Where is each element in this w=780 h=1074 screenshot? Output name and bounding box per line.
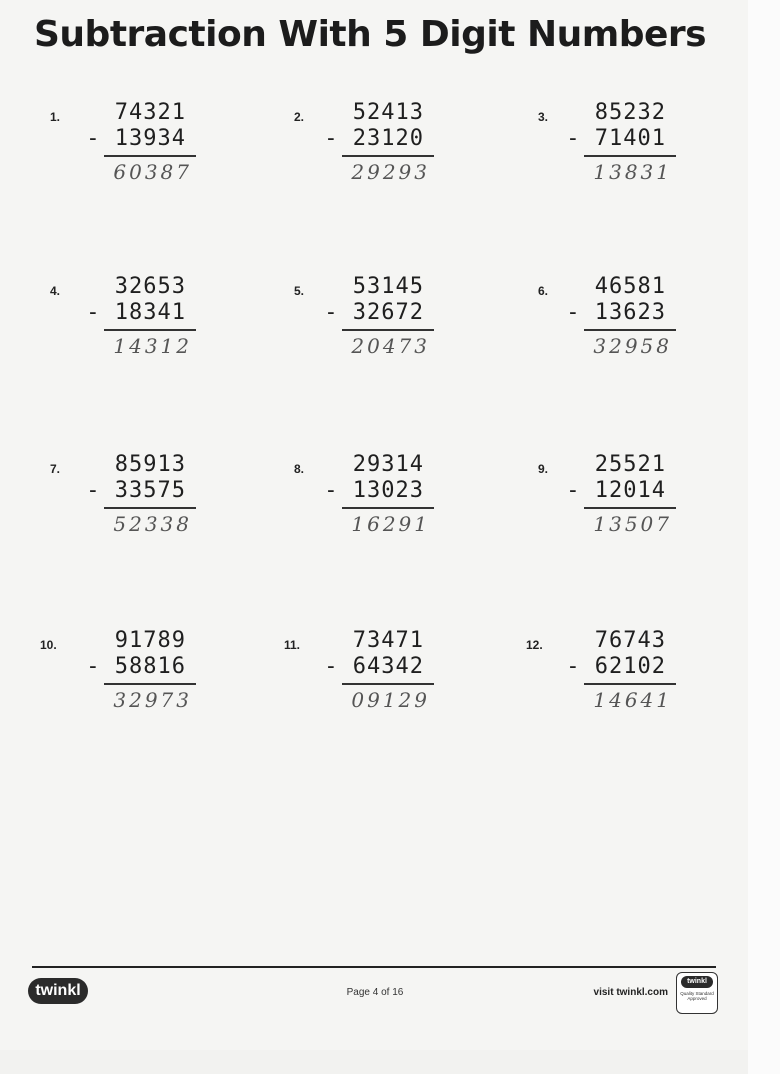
problem-7	[28, 452, 198, 562]
subtrahend: - 32672	[324, 300, 424, 325]
problem-9	[508, 452, 678, 562]
problem-12	[508, 628, 678, 738]
answer-line	[342, 683, 434, 685]
problem-number: 6.	[538, 284, 549, 298]
handwritten-answer: 52338	[113, 512, 192, 536]
minuend: 46581	[594, 274, 666, 299]
answer-line	[584, 155, 676, 157]
problem-number: 1.	[50, 110, 61, 124]
subtrahend: - 58816	[86, 654, 186, 679]
handwritten-answer: 13831	[593, 160, 672, 184]
minuend: 91789	[114, 628, 186, 653]
answer-line	[584, 507, 676, 509]
answer-line	[584, 329, 676, 331]
worksheet-title: Subtraction With 5 Digit Numbers	[34, 14, 707, 55]
minuend: 85913	[114, 452, 186, 477]
problem-number: 4.	[50, 284, 61, 298]
badge-text: Quality Standard Approved	[680, 991, 714, 1001]
handwritten-answer: 32958	[593, 334, 672, 358]
twinkl-logo: twinkl	[28, 978, 88, 1004]
answer-line	[342, 329, 434, 331]
problem-number: 9.	[538, 462, 549, 476]
page-number: Page 4 of 16	[346, 987, 404, 998]
quality-badge-icon	[676, 972, 718, 1014]
handwritten-answer: 32973	[113, 688, 192, 712]
subtrahend: - 62102	[566, 654, 666, 679]
footer-divider	[32, 966, 716, 968]
visit-link[interactable]: visit twinkl.com	[593, 987, 668, 998]
problem-3	[508, 100, 678, 210]
problem-4	[28, 274, 198, 384]
handwritten-answer: 16291	[351, 512, 430, 536]
problem-5	[266, 274, 436, 384]
subtrahend: - 23120	[324, 126, 424, 151]
minuend: 76743	[594, 628, 666, 653]
minuend: 29314	[352, 452, 424, 477]
handwritten-answer: 14312	[113, 334, 192, 358]
page-edge	[748, 0, 780, 1074]
answer-line	[104, 683, 196, 685]
problem-number: 8.	[294, 462, 305, 476]
problem-number: 3.	[538, 110, 549, 124]
answer-line	[104, 329, 196, 331]
subtrahend: - 13623	[566, 300, 666, 325]
problem-1	[28, 100, 198, 210]
handwritten-answer: 20473	[351, 334, 430, 358]
problem-11	[266, 628, 436, 738]
handwritten-answer: 13507	[593, 512, 672, 536]
minuend: 52413	[352, 100, 424, 125]
problem-number: 10.	[40, 638, 57, 652]
problem-number: 2.	[294, 110, 305, 124]
subtrahend: - 71401	[566, 126, 666, 151]
subtrahend: - 12014	[566, 478, 666, 503]
problem-number: 5.	[294, 284, 305, 298]
problem-number: 7.	[50, 462, 61, 476]
subtrahend: - 33575	[86, 478, 186, 503]
answer-line	[342, 155, 434, 157]
handwritten-answer: 60387	[113, 160, 192, 184]
handwritten-answer: 29293	[351, 160, 430, 184]
problem-number: 12.	[526, 638, 543, 652]
minuend: 25521	[594, 452, 666, 477]
minuend: 85232	[594, 100, 666, 125]
handwritten-answer: 14641	[593, 688, 672, 712]
problem-10	[28, 628, 198, 738]
problem-8	[266, 452, 436, 562]
minuend: 32653	[114, 274, 186, 299]
answer-line	[104, 507, 196, 509]
subtrahend: - 64342	[324, 654, 424, 679]
minuend: 73471	[352, 628, 424, 653]
answer-line	[584, 683, 676, 685]
problem-number: 11.	[284, 638, 301, 652]
problem-6	[508, 274, 678, 384]
answer-line	[104, 155, 196, 157]
handwritten-answer: 09129	[351, 688, 430, 712]
subtrahend: - 18341	[86, 300, 186, 325]
answer-line	[342, 507, 434, 509]
badge-logo: twinkl	[681, 976, 713, 988]
minuend: 74321	[114, 100, 186, 125]
subtrahend: - 13023	[324, 478, 424, 503]
minuend: 53145	[352, 274, 424, 299]
problem-2	[266, 100, 436, 210]
subtrahend: - 13934	[86, 126, 186, 151]
